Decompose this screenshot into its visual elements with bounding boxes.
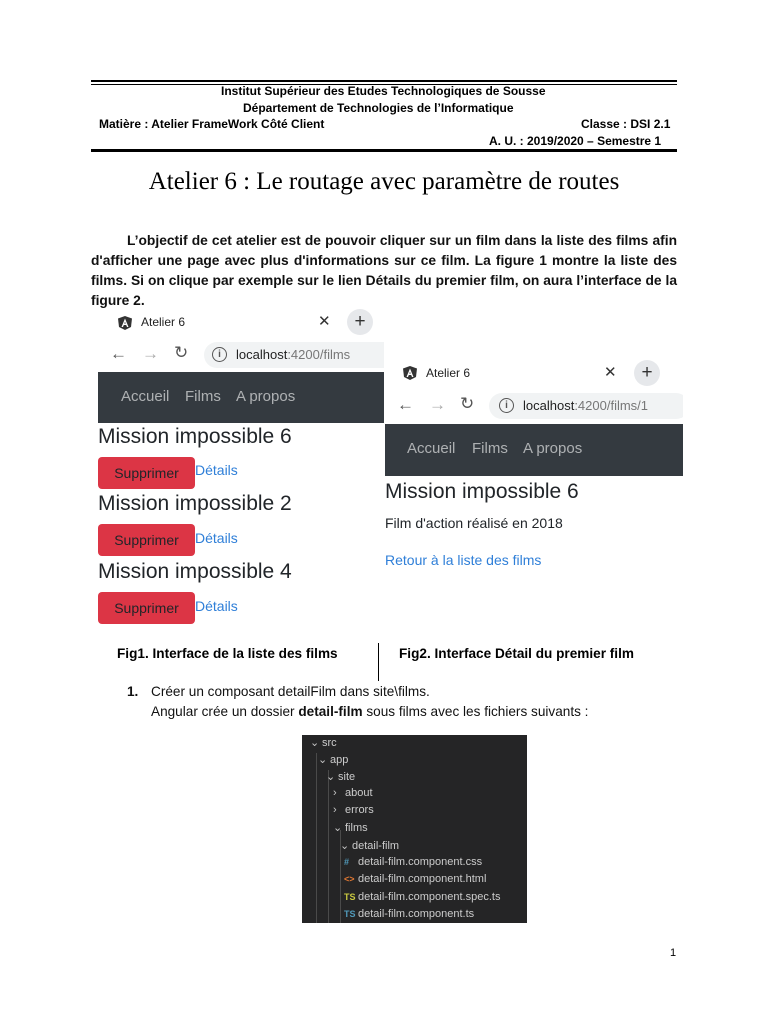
back-arrow-icon[interactable]: ← [397, 395, 414, 414]
nav-accueil[interactable]: Accueil [407, 440, 456, 457]
step-line-1: Créer un composant detailFilm dans site\films. [151, 684, 430, 699]
subject: Matière : Atelier FrameWork Côté Client [99, 117, 325, 131]
tree-folder-src[interactable]: ⌄ src [310, 737, 337, 749]
chevron-down-icon: ⌄ [333, 822, 343, 834]
tree-file-html[interactable]: <> detail-film.component.html [344, 873, 487, 885]
class: Classe : DSI 2.1 [581, 117, 671, 131]
details-link[interactable]: Détails [195, 462, 238, 478]
info-icon: i [499, 398, 514, 413]
file-explorer [302, 735, 527, 923]
page-number: 1 [670, 947, 677, 959]
chevron-down-icon: ⌄ [318, 754, 328, 766]
delete-button[interactable]: Supprimer [98, 524, 195, 556]
tree-folder-site[interactable]: ⌄ site [326, 771, 356, 783]
tree-file-spec-ts[interactable]: TS detail-film.component.spec.ts [344, 891, 501, 903]
info-icon: i [212, 347, 227, 362]
url-field[interactable] [489, 393, 683, 419]
new-tab-icon[interactable]: + [634, 360, 660, 386]
figure-2-screenshot [385, 358, 683, 590]
nav-films[interactable]: Films [472, 440, 508, 457]
nav-accueil[interactable]: Accueil [121, 388, 170, 405]
url-host: localhost [236, 347, 288, 362]
html-file-icon: <> [344, 874, 355, 884]
url-field[interactable] [204, 342, 384, 368]
tree-folder-errors[interactable]: › errors [333, 804, 374, 816]
new-tab-icon[interactable]: + [347, 309, 373, 335]
folder-name: detail-film [298, 704, 363, 719]
film-title: Mission impossible 6 [98, 425, 292, 448]
browser-tab-bar [98, 308, 384, 340]
header-top-rule [91, 80, 677, 82]
close-icon[interactable]: ✕ [604, 364, 617, 381]
film-title: Mission impossible 2 [98, 492, 292, 515]
navbar [385, 424, 683, 476]
delete-button[interactable]: Supprimer [98, 457, 195, 489]
url-host: localhost [523, 398, 575, 413]
chevron-right-icon: › [333, 804, 337, 816]
tab-title[interactable]: Atelier 6 [141, 315, 186, 329]
step-line-2: Angular crée un dossier detail-film sous films avec les fichiers suivants : [151, 704, 589, 719]
css-file-icon: # [344, 857, 350, 867]
forward-arrow-icon[interactable]: → [142, 344, 159, 363]
nav-a-propos[interactable]: A propos [523, 440, 583, 457]
tree-folder-detail-film[interactable]: ⌄ detail-film [340, 840, 400, 852]
reload-icon[interactable]: ↻ [174, 343, 189, 362]
forward-arrow-icon[interactable]: → [429, 395, 446, 414]
institute-name: Institut Supérieur des Etudes Technologiques de Sousse [221, 84, 546, 98]
tree-file-ts[interactable]: TS detail-film.component.ts [344, 908, 475, 920]
angular-logo-icon [118, 316, 132, 330]
reload-icon[interactable]: ↻ [460, 394, 475, 413]
ts-spec-file-icon: TS [344, 892, 356, 902]
film-title: Mission impossible 4 [98, 560, 292, 583]
nav-a-propos[interactable]: A propos [236, 388, 296, 405]
tab-title[interactable]: Atelier 6 [426, 366, 471, 380]
tree-folder-films[interactable]: ⌄ films [333, 822, 368, 834]
navbar [98, 372, 384, 423]
chevron-right-icon: › [333, 787, 337, 799]
film-detail-title: Mission impossible 6 [385, 480, 579, 503]
browser-tab-bar [385, 358, 683, 390]
film-description: Film d'action réalisé en 2018 [385, 515, 563, 531]
back-to-list-link[interactable]: Retour à la liste des films [385, 552, 542, 568]
tree-folder-app[interactable]: ⌄ app [318, 754, 349, 766]
chevron-down-icon: ⌄ [326, 771, 336, 783]
address-bar [98, 340, 384, 372]
caption-divider [378, 643, 379, 681]
page-title: Atelier 6 : Le routage avec paramètre de routes [148, 168, 620, 195]
step-number: 1. [127, 684, 139, 699]
nav-films[interactable]: Films [185, 388, 221, 405]
intro-paragraph: L’objectif de cet atelier est de pouvoir cliquer sur un film dans la liste des films afin d'afficher une page avec plus d'informations sur ce film. La figure 1 montre la liste des films. Si on clique par exemple sur le lien Détails du premier film, on aura l’interface de la figure 2. [91, 233, 677, 308]
back-arrow-icon[interactable]: ← [110, 344, 127, 363]
chevron-down-icon: ⌄ [310, 737, 320, 749]
figure-1-screenshot [98, 308, 384, 640]
figure-1-caption: Fig1. Interface de la liste des films [117, 646, 338, 661]
angular-logo-icon [403, 366, 417, 380]
url-path: :4200/films [287, 347, 351, 362]
tree-folder-about[interactable]: › about [333, 787, 373, 799]
figure-2-caption: Fig2. Interface Détail du premier film [399, 646, 634, 661]
delete-button[interactable]: Supprimer [98, 592, 195, 624]
url-path: :4200/films/1 [574, 398, 649, 413]
address-bar [385, 390, 683, 424]
department-name: Département de Technologies de l’Informatique [243, 101, 514, 115]
chevron-down-icon: ⌄ [340, 840, 350, 852]
details-link[interactable]: Détails [195, 530, 238, 546]
close-icon[interactable]: ✕ [318, 313, 331, 330]
tree-file-css[interactable]: # detail-film.component.css [344, 856, 483, 868]
details-link[interactable]: Détails [195, 598, 238, 614]
ts-file-icon: TS [344, 909, 356, 919]
header-bottom-rule [91, 149, 677, 152]
academic-year: A. U. : 2019/2020 – Semestre 1 [489, 134, 662, 148]
